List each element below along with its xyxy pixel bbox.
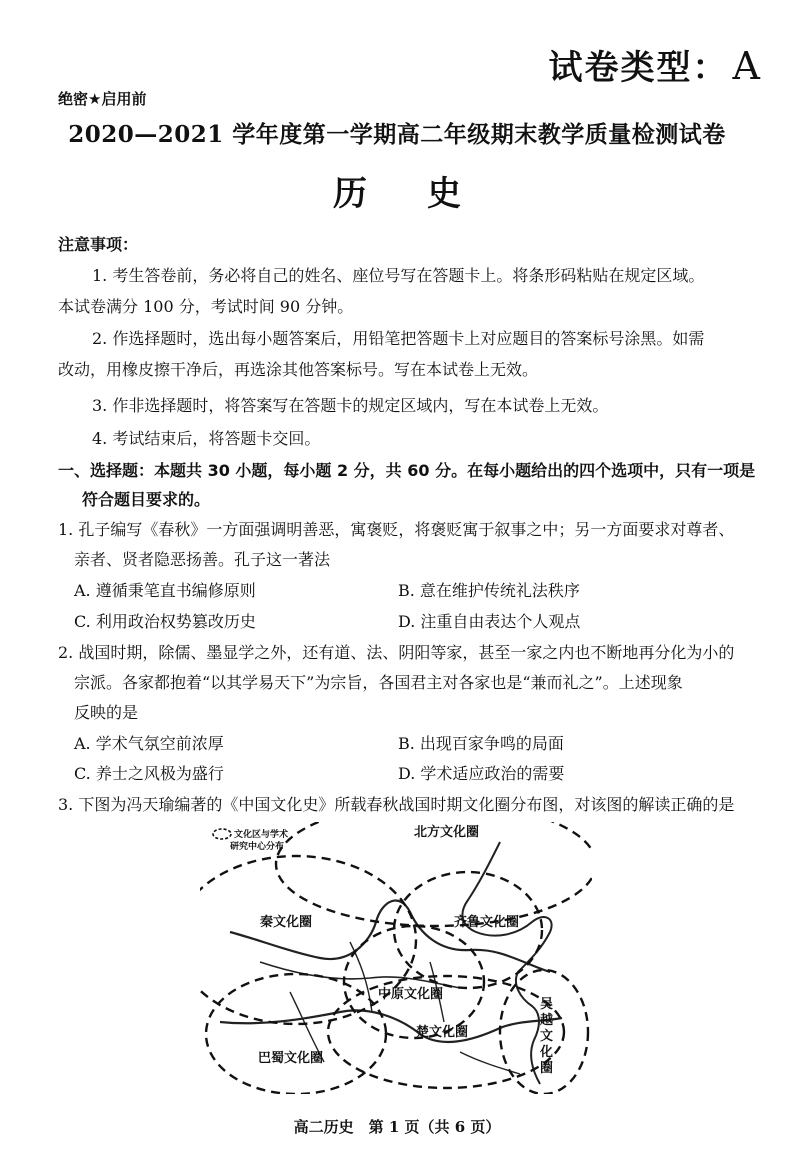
paper-type-label: 试卷类型： [548, 48, 729, 88]
subject-title: 历史 [333, 174, 521, 214]
cultural-circles-map [200, 822, 592, 1094]
legend-line-2: 研究中心分布 [230, 842, 285, 852]
question-2-stem-cont: 反映的是 [74, 703, 139, 722]
notice-item: 本试卷满分 100 分，考试时间 90 分钟。 [58, 297, 354, 316]
question-2-stem: 2. 战国时期，除儒、墨显学之外，还有道、法、阴阳等家，甚至一家之内也不断地再分化为小的 [58, 643, 735, 662]
paper-type-letter: A [732, 44, 762, 88]
label-north: 北方文化圈 [414, 825, 480, 840]
legend-symbol [213, 829, 231, 839]
question-3-stem: 3. 下图为冯天瑜编著的《中国文化史》所载春秋战国时期文化圈分布图，对该图的解读正确的是 [58, 795, 735, 814]
exam-title: 2020—2021 学年度第一学期高二年级期末教学质量检测试卷 [68, 121, 726, 148]
notice-item: 3. 作非选择题时，将答案写在答题卡的规定区域内，写在本试卷上无效。 [92, 396, 609, 415]
bashu-circle [206, 974, 386, 1094]
question-1-stem-cont: 亲者、贤者隐恶扬善。孔子这一著法 [74, 550, 331, 569]
question-1-option-c: C. 利用政治权势篡改历史 [74, 612, 256, 631]
label-bashu: 巴蜀文化圈 [258, 1051, 324, 1066]
question-2-option-a: A. 学术气氛空前浓厚 [74, 734, 224, 753]
confidential-label: 绝密★启用前 [58, 90, 147, 108]
coastline [462, 842, 554, 1084]
label-qin: 秦文化圈 [260, 915, 313, 930]
question-2-option-d: D. 学术适应政治的需要 [398, 764, 565, 783]
yangtze-river [220, 1010, 562, 1042]
label-wuyue-4: 化 [540, 1045, 554, 1060]
legend-line-1: 文化区与学术 [234, 830, 289, 840]
notice-item: 改动，用橡皮擦干净后，再选涂其他答案标号。写在本试卷上无效。 [58, 360, 539, 379]
label-qilu: 齐鲁文化圈 [454, 915, 520, 930]
label-wuyue-3: 文 [540, 1029, 554, 1044]
question-1-option-b: B. 意在维护传统礼法秩序 [398, 581, 580, 600]
notice-title: 注意事项： [58, 235, 139, 254]
label-wuyue-5: 圈 [540, 1061, 554, 1076]
label-zhongyuan: 中原文化圈 [378, 987, 444, 1002]
question-1-option-d: D. 注重自由表达个人观点 [398, 612, 581, 631]
question-1-stem: 1. 孔子编写《春秋》一方面强调明善恶，寓褒贬，将褒贬寓于叙事之中；另一方面要求对尊者、 [58, 520, 735, 539]
zhongyuan-circle [344, 926, 484, 1038]
label-chu: 楚文化圈 [416, 1025, 469, 1040]
yellow-river [230, 901, 550, 972]
question-2-stem-cont: 宗派。各家都抱着“以其学易天下”为宗旨，各国君主对各家也是“兼而礼之”。上述现象 [74, 673, 683, 692]
notice-item: 4. 考试结束后，将答题卡交回。 [92, 429, 321, 448]
section-heading-cont: 符合题目要求的。 [82, 490, 211, 509]
label-wuyue-1: 吴 [540, 997, 554, 1012]
question-1-option-a: A. 遵循秉笔直书编修原则 [74, 581, 256, 600]
question-2-option-c: C. 养士之风极为盛行 [74, 764, 224, 783]
section-heading: 一、选择题：本题共 30 小题，每小题 2 分，共 60 分。在每小题给出的四个选项中，只有一项是 [58, 461, 756, 480]
question-2-option-b: B. 出现百家争鸣的局面 [398, 734, 564, 753]
paper-type [549, 40, 762, 89]
notice-item: 1. 考生答卷前，务必将自己的姓名、座位号写在答题卡上。将条形码粘贴在规定区域。 [92, 266, 705, 285]
label-wuyue-2: 越 [540, 1013, 554, 1028]
notice-item: 2. 作选择题时，选出每小题答案后，用铅笔把答题卡上对应题目的答案标号涂黑。如需 [92, 329, 705, 348]
page-footer: 高二历史 第 1 页（共 6 页） [293, 1118, 501, 1136]
